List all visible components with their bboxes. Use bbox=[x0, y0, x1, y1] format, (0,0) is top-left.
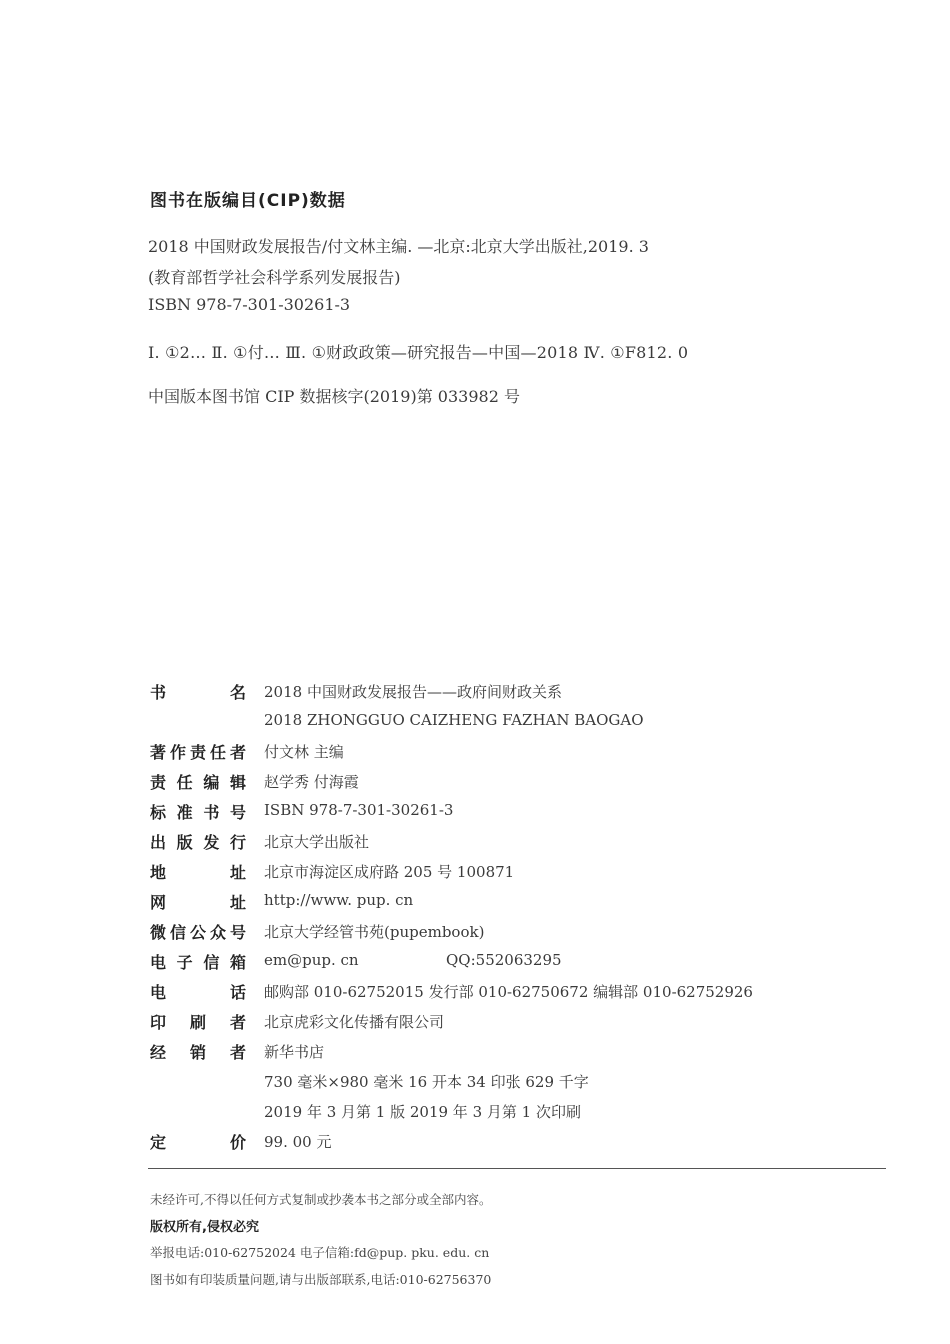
label-editor: 责 任 编 辑 bbox=[150, 773, 246, 792]
label-distributor: 经 销 者 bbox=[150, 1043, 246, 1062]
label-title: 书 名 bbox=[150, 683, 246, 702]
footer-report: 举报电话:010-62752024 电子信箱:fd@pup. pku. edu. cn bbox=[150, 1245, 490, 1260]
footer-notice: 未经许可,不得以任何方式复制或抄袭本书之部分或全部内容。 bbox=[150, 1192, 492, 1207]
label-address: 地 址 bbox=[150, 863, 246, 882]
value-email: em@pup. cn bbox=[264, 951, 359, 969]
value-edition: 2019 年 3 月第 1 版 2019 年 3 月第 1 次印刷 bbox=[264, 1103, 581, 1121]
label-printer: 印 刷 者 bbox=[150, 1013, 246, 1032]
value-price: 99. 00 元 bbox=[264, 1133, 332, 1151]
value-isbn: ISBN 978-7-301-30261-3 bbox=[264, 801, 454, 819]
value-specification: 730 毫米×980 毫米 16 开本 34 印张 629 千字 bbox=[264, 1073, 589, 1091]
value-editor: 赵学秀 付海霞 bbox=[264, 773, 359, 791]
value-printer: 北京虎彩文化传播有限公司 bbox=[264, 1013, 445, 1031]
label-website: 网 址 bbox=[150, 893, 246, 912]
footer-quality: 图书如有印装质量问题,请与出版部联系,电话:010-62756370 bbox=[150, 1272, 492, 1287]
footer-rights: 版权所有,侵权必究 bbox=[150, 1220, 259, 1235]
cip-line-series: (教育部哲学社会科学系列发展报告) bbox=[148, 268, 401, 287]
label-publisher: 出 版 发 行 bbox=[150, 833, 246, 852]
label-email: 电 子 信 箱 bbox=[150, 953, 246, 972]
cip-line-record-number: 中国版本图书馆 CIP 数据核字(2019)第 033982 号 bbox=[148, 387, 520, 406]
cip-line-title: 2018 中国财政发展报告/付文林主编. —北京:北京大学出版社,2019. 3 bbox=[148, 237, 649, 256]
label-phone: 电 话 bbox=[150, 983, 246, 1002]
value-address: 北京市海淀区成府路 205 号 100871 bbox=[264, 863, 515, 881]
cip-heading: 图书在版编目(CIP)数据 bbox=[150, 191, 346, 211]
cip-line-isbn: ISBN 978-7-301-30261-3 bbox=[148, 295, 351, 314]
label-author: 著 作 责 任 者 bbox=[150, 743, 246, 762]
value-title: 2018 中国财政发展报告——政府间财政关系 bbox=[264, 683, 562, 701]
value-distributor: 新华书店 bbox=[264, 1043, 325, 1061]
value-author: 付文林 主编 bbox=[264, 743, 344, 761]
value-website: http://www. pup. cn bbox=[264, 891, 414, 909]
value-phone: 邮购部 010-62752015 发行部 010-62750672 编辑部 010-62752926 bbox=[264, 983, 753, 1001]
value-publisher: 北京大学出版社 bbox=[264, 833, 370, 851]
label-wechat: 微 信 公 众 号 bbox=[150, 923, 246, 942]
label-isbn: 标 准 书 号 bbox=[150, 803, 246, 822]
value-qq: QQ:552063295 bbox=[446, 951, 562, 969]
value-wechat: 北京大学经管书苑(pupembook) bbox=[264, 923, 485, 941]
value-title-pinyin: 2018 ZHONGGUO CAIZHENG FAZHAN BAOGAO bbox=[264, 711, 644, 729]
cip-line-classification: Ⅰ. ①2… Ⅱ. ①付… Ⅲ. ①财政政策—研究报告—中国—2018 Ⅳ. ①F812. 0 bbox=[148, 343, 689, 362]
label-price: 定 价 bbox=[150, 1133, 246, 1152]
divider-rule bbox=[148, 1168, 886, 1169]
